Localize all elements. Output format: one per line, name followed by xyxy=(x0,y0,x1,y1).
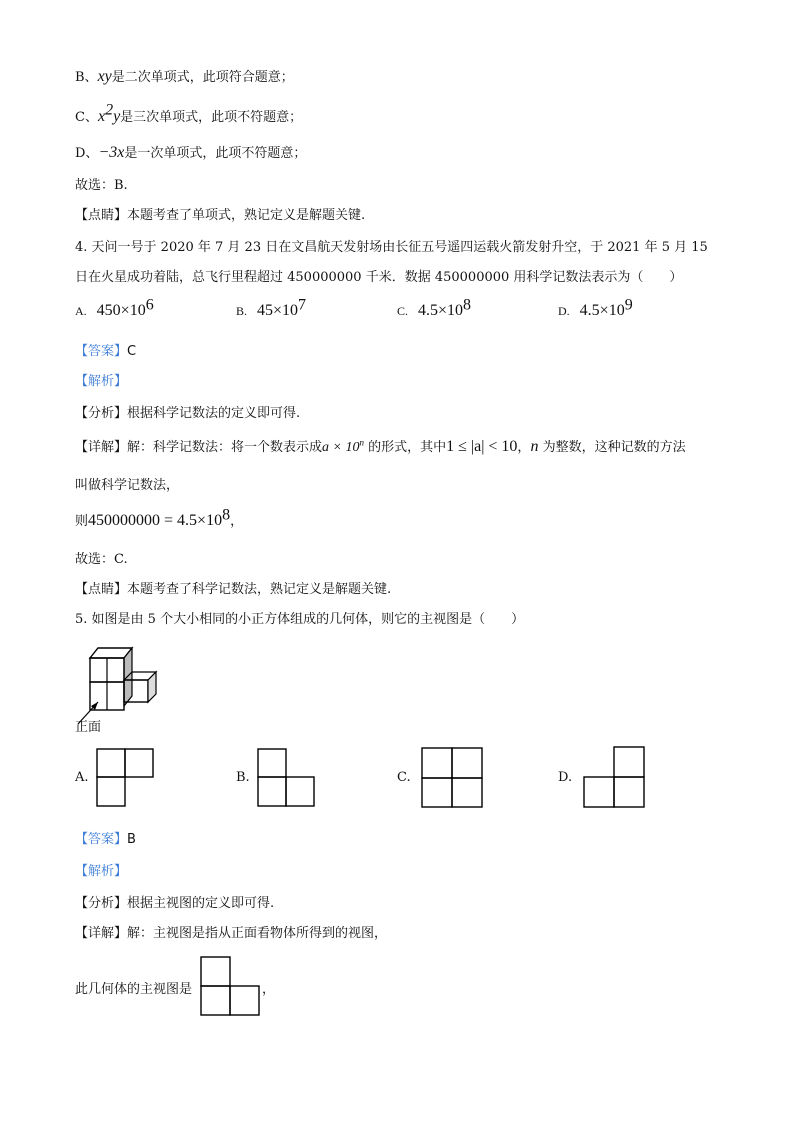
q3-comment: 【点睛】本题考查了单项式，熟记定义是解题关键. xyxy=(75,208,366,223)
answer-value: C xyxy=(127,344,137,359)
q4-answer xyxy=(75,340,136,359)
q3-option-d: D、−3x是一次单项式，此项不符题意； xyxy=(75,144,307,161)
q5-detail: 【详解】解：主视图是指从正面看物体所得到的视图， xyxy=(75,926,388,941)
q4-fenxi: 【分析】根据科学记数法的定义即可得. xyxy=(75,406,301,421)
q4-analysis-tag: 【解析】 xyxy=(75,374,128,389)
q5-analysis-tag: 【解析】 xyxy=(75,864,128,879)
q3-option-b: B、xy是二次单项式，此项符合题意； xyxy=(75,68,294,85)
q5-answer xyxy=(75,828,136,847)
front-label: 正面 xyxy=(75,720,102,735)
q4-option-d[interactable]: D. $4.5\times 10^9$ xyxy=(558,296,633,319)
q4-comment: 【点睛】本题考查了科学记数法，熟记定义是解题关键. xyxy=(75,582,392,597)
q4-result: 则$450000000 = 4.5\times 10^8$， xyxy=(75,506,244,529)
q5-final-figure xyxy=(200,956,262,1018)
q4-option-a[interactable]: A. $450\times 10^6$ xyxy=(75,296,154,319)
q4-detail: 【详解】解：科学记数法：将一个数表示成$a \times 10^n$ 的形式，其中1 ≤ |a| < 10，n 为整数，这种记数的方法 xyxy=(75,437,686,455)
q4-stem-line1: 4. 天问一号于 2020 年 7 月 23 日在文昌航天发射场由长征五号遥四运载火箭发射升空，于 2021 年 5 月 15 xyxy=(75,240,708,255)
answer-tag: 【答案】 xyxy=(75,832,128,847)
answer-value: B xyxy=(127,832,136,847)
q4-detail-line2: 叫做科学记数法， xyxy=(75,478,180,493)
q5-option-a-label[interactable]: A. xyxy=(75,770,89,785)
q3-choice: 故选：B. xyxy=(75,178,128,193)
q5-final-text: 此几何体的主视图是 xyxy=(75,982,193,997)
q4-stem-line2: 日在火星成功着陆，总飞行里程超过 450000000 千米．数据 450000000 用科学记数法表示为（ ） xyxy=(75,270,683,285)
q4-option-c[interactable]: C. $4.5\times 10^8$ xyxy=(397,296,472,319)
q5-option-c-figure[interactable] xyxy=(421,747,485,809)
q4-choice: 故选：C. xyxy=(75,552,128,567)
q5-final-tail: ， xyxy=(262,982,276,997)
q5-option-d-figure[interactable] xyxy=(583,746,647,810)
math-xy: xy xyxy=(97,68,112,85)
q5-option-b-figure[interactable] xyxy=(257,748,317,810)
q5-option-b-label[interactable]: B. xyxy=(236,770,250,785)
q5-option-c-label[interactable]: C. xyxy=(397,770,411,785)
q5-option-d-label[interactable]: D. xyxy=(558,770,573,785)
q5-option-a-figure[interactable] xyxy=(96,748,156,810)
q5-stem: 5. 如图是由 5 个大小相同的小正方体组成的几何体，则它的主视图是（ ） xyxy=(75,612,525,627)
answer-tag: 【答案】 xyxy=(75,344,128,359)
q3-option-c: C、$x^2y$是三次单项式，此项不符题意； xyxy=(75,101,303,125)
q5-fenxi: 【分析】根据主视图的定义即可得. xyxy=(75,896,275,911)
q4-option-b[interactable]: B. $45\times 10^7$ xyxy=(236,296,307,319)
